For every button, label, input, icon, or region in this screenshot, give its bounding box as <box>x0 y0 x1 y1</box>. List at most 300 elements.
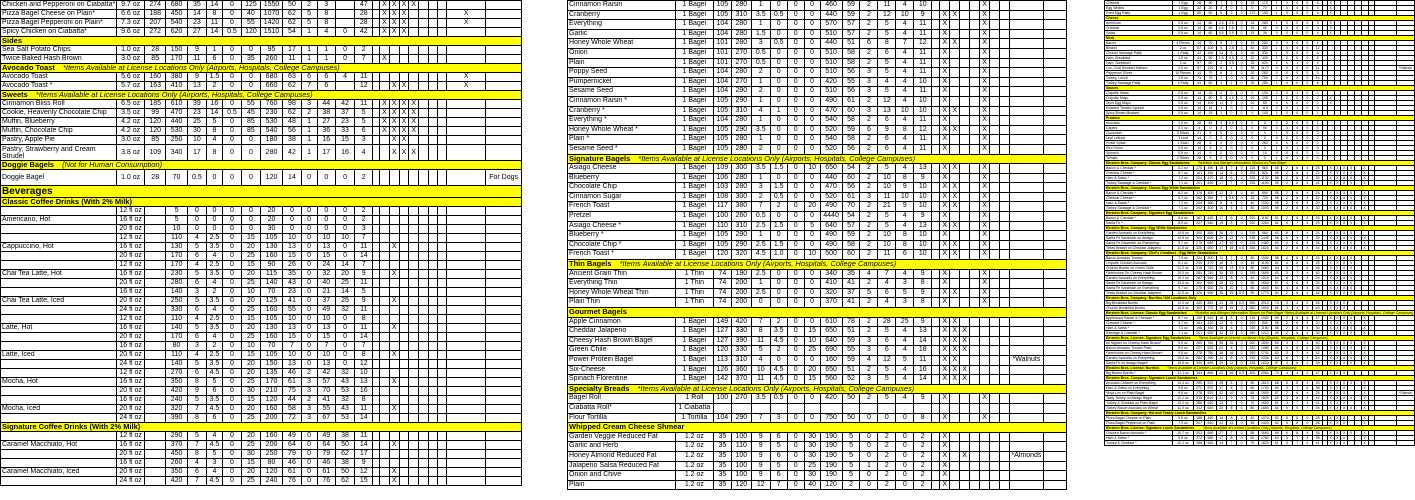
value-cell: 85 <box>1247 431 1258 436</box>
item-name-cell: Garden Avocado on Everything <box>1105 276 1173 281</box>
value-cell: 6 <box>1282 381 1292 386</box>
value-cell: 0 <box>1302 46 1312 51</box>
value-cell: X <box>1348 201 1355 206</box>
value-cell: 6 <box>878 144 896 154</box>
value-cell <box>970 1 980 11</box>
value-cell: 1010 <box>1258 276 1272 281</box>
value-cell <box>380 279 390 288</box>
value-cell: 0 <box>1226 151 1236 156</box>
value-cell <box>447 468 486 477</box>
value-cell <box>145 288 166 297</box>
section-note: *Items Available at License Locations Only (Airports, Hospitals, College Campuses) <box>619 259 897 269</box>
value-cell: 680 <box>166 1 187 10</box>
value-cell: 286 <box>1193 441 1204 446</box>
value-cell: 1 Roll <box>675 394 713 404</box>
value-cell: 8.1 oz <box>1173 261 1194 266</box>
value-cell: 0 <box>1237 286 1247 291</box>
value-cell <box>389 46 399 55</box>
value-cell: 0 <box>1258 131 1272 136</box>
value-cell: 10 <box>242 342 261 351</box>
value-cell: 450 <box>166 10 187 19</box>
value-cell: X <box>1334 371 1341 376</box>
value-cell: 0 <box>804 1 820 11</box>
value-cell <box>373 82 380 91</box>
section-label: Einstein Bros. License: Burritos <box>1106 366 1160 370</box>
value-cell: X <box>1334 171 1341 176</box>
value-cell: 0 <box>1292 96 1302 101</box>
value-cell <box>970 58 980 68</box>
value-cell: 0 <box>301 297 317 306</box>
value-cell: 4 <box>896 164 914 174</box>
value-cell: 5.7 oz <box>117 82 145 91</box>
value-cell: 1690 <box>1258 271 1272 276</box>
value-cell <box>447 252 486 261</box>
value-cell <box>1000 250 1010 260</box>
item-name-cell: Honey Almond Reduced Fat <box>568 451 676 461</box>
value-cell: X <box>1327 441 1334 446</box>
value-cell: 2 <box>770 346 787 356</box>
value-cell: 105 <box>713 1 731 11</box>
value-cell <box>145 279 166 288</box>
value-cell: 8 <box>1226 406 1236 411</box>
value-cell <box>1043 480 1066 490</box>
value-cell: 25 <box>242 306 261 315</box>
value-cell <box>751 403 770 413</box>
value-cell: 0.5 <box>1226 56 1236 61</box>
value-cell: 190 <box>820 432 842 442</box>
value-cell: 16 fl oz <box>117 216 145 225</box>
value-cell: 6 <box>1292 196 1302 201</box>
value-cell: 4 <box>1216 121 1226 126</box>
table-row <box>1 73 522 82</box>
value-cell: 20 <box>260 207 283 216</box>
value-cell: X <box>950 375 960 385</box>
value-cell: 4 <box>1302 286 1312 291</box>
value-cell: 60 <box>1247 386 1258 391</box>
value-cell: X <box>1341 321 1348 326</box>
value-cell: 420 <box>820 77 842 87</box>
value-cell: 180 <box>260 136 283 145</box>
value-cell: 7.3 oz <box>1173 421 1194 426</box>
value-cell: 0 <box>1237 26 1247 31</box>
value-cell <box>389 450 399 459</box>
value-cell: 4 <box>1302 386 1312 391</box>
item-name-cell: Garlic <box>568 29 676 39</box>
value-cell: 24 <box>1312 231 1322 236</box>
value-cell <box>380 270 390 279</box>
value-cell <box>1043 269 1066 279</box>
value-cell: 20 <box>242 243 261 252</box>
value-cell: 540 <box>820 116 842 126</box>
value-cell <box>437 145 446 161</box>
item-name-cell: Chipotle Salsa <box>1105 91 1173 96</box>
value-cell: 8 <box>1282 276 1292 281</box>
value-cell: 4 <box>896 135 914 145</box>
value-cell: 23 <box>1216 276 1226 281</box>
value-cell <box>486 73 522 82</box>
value-cell: 11 <box>355 100 373 109</box>
value-cell: 4 <box>1302 216 1312 221</box>
value-cell: 0 <box>804 77 820 87</box>
value-cell <box>145 342 166 351</box>
value-cell: 300 <box>1193 236 1204 241</box>
value-cell: 32 <box>1193 6 1204 11</box>
value-cell: 0 <box>787 269 804 279</box>
value-cell: 10 <box>751 365 770 375</box>
value-cell: 0.5 oz <box>1173 111 1194 116</box>
value-cell: X <box>399 118 409 127</box>
value-cell: 200 <box>260 414 283 423</box>
value-cell: X <box>950 336 960 346</box>
value-cell <box>399 225 409 234</box>
value-cell: 54 <box>1272 246 1282 251</box>
value-cell <box>145 297 166 306</box>
value-cell: 8 <box>1226 221 1236 226</box>
section-label: Signature Coffee Drinks (With 2% Milk) <box>2 422 141 431</box>
value-cell: 5.7 oz <box>1173 321 1194 326</box>
value-cell: 21 <box>1216 396 1226 401</box>
value-cell: 0 <box>860 471 878 481</box>
item-name-cell: Asiago Cheese * <box>568 221 676 231</box>
value-cell <box>428 306 437 315</box>
value-cell: 0 <box>1247 131 1258 136</box>
value-cell <box>380 315 390 324</box>
value-cell: 0 <box>787 240 804 250</box>
value-cell: 0 <box>317 207 335 216</box>
value-cell: X <box>1327 26 1334 31</box>
value-cell <box>932 298 940 308</box>
value-cell: 79 <box>283 450 301 459</box>
value-cell <box>380 252 390 261</box>
value-cell: X <box>950 240 960 250</box>
value-cell: 0 <box>1237 421 1247 426</box>
value-cell: 90 <box>1258 126 1272 131</box>
value-cell: 2 <box>301 109 317 118</box>
value-cell <box>990 279 1000 289</box>
value-cell <box>486 261 522 270</box>
value-cell: 11 <box>355 405 373 414</box>
value-cell <box>389 225 399 234</box>
table-row <box>568 394 1067 404</box>
value-cell: X <box>1341 196 1348 201</box>
value-cell: 62 <box>1272 396 1282 401</box>
value-cell: 4 <box>207 252 223 261</box>
value-cell: X <box>1327 201 1334 206</box>
table-row <box>568 451 1067 461</box>
value-cell: X <box>960 346 970 356</box>
value-cell: 0 <box>860 432 878 442</box>
value-cell <box>419 28 428 37</box>
value-cell: 269 <box>1193 341 1204 346</box>
value-cell: 640 <box>1205 406 1216 411</box>
value-cell: 1 <box>751 135 770 145</box>
value-cell: 16 fl oz <box>117 324 145 333</box>
value-cell: 0 <box>804 116 820 126</box>
value-cell <box>447 136 486 145</box>
value-cell: X <box>950 39 960 49</box>
value-cell: 1900 <box>1258 306 1272 311</box>
value-cell: 670 <box>1205 381 1216 386</box>
value-cell <box>1009 20 1043 30</box>
value-cell: 5 <box>878 327 896 337</box>
table-row <box>568 442 1067 452</box>
value-cell: X <box>1341 276 1348 281</box>
value-cell: X <box>980 116 990 126</box>
table-row <box>568 68 1067 78</box>
value-cell: 6 <box>878 346 896 356</box>
value-cell <box>1009 202 1043 212</box>
table-row <box>568 20 1067 30</box>
value-cell: X <box>1334 281 1341 286</box>
value-cell: 0 <box>1216 156 1226 161</box>
value-cell: 0 <box>770 48 787 58</box>
value-cell: 0 <box>335 243 354 252</box>
value-cell: X <box>1327 236 1334 241</box>
value-cell: 1770 <box>1258 291 1272 296</box>
value-cell <box>419 270 428 279</box>
value-cell: 2 <box>1282 206 1292 211</box>
value-cell: 0 <box>1237 151 1247 156</box>
value-cell: 2 <box>914 442 932 452</box>
value-cell: 0 <box>1237 206 1247 211</box>
value-cell: 2 <box>860 327 878 337</box>
value-cell: 5 <box>860 288 878 298</box>
value-cell: 9.8 oz <box>1173 351 1194 356</box>
item-name-cell: Turkey Sausage & Cheddar * <box>1105 181 1173 186</box>
value-cell: 30 <box>804 442 820 452</box>
item-name-cell: Cheddar Cheese * <box>1105 321 1173 326</box>
value-cell: 25 <box>242 414 261 423</box>
value-cell: 7 <box>1226 181 1236 186</box>
value-cell: 0 <box>787 192 804 202</box>
value-cell: 3 <box>355 136 373 145</box>
value-cell: 0 <box>1237 316 1247 321</box>
value-cell: 104 <box>713 413 731 423</box>
value-cell: 8 <box>1226 356 1236 361</box>
value-cell <box>145 378 166 387</box>
value-cell <box>428 333 437 342</box>
value-cell: 1.2 oz <box>675 451 713 461</box>
value-cell: 1 <box>751 231 770 241</box>
value-cell: 4 <box>1302 176 1312 181</box>
value-cell: X <box>1348 166 1355 171</box>
value-cell: 0 <box>787 183 804 193</box>
value-cell: 1 Egg <box>1173 1 1194 6</box>
item-name-cell <box>1 450 117 459</box>
value-cell: 170 <box>166 55 187 64</box>
value-cell: 6 <box>1226 381 1236 386</box>
value-cell: 0 <box>804 183 820 193</box>
value-cell: 4 <box>1292 301 1302 306</box>
value-cell: 14 <box>207 1 223 10</box>
value-cell: 70 <box>166 170 187 186</box>
value-cell: 0 <box>242 73 261 82</box>
value-cell: X <box>960 327 970 337</box>
table-row <box>1 378 522 387</box>
value-cell: 0 <box>1302 111 1312 116</box>
value-cell <box>1000 106 1010 116</box>
item-name-cell: Plain Thin <box>568 298 676 308</box>
value-cell: 6 <box>207 55 223 64</box>
value-cell: 320 <box>820 288 842 298</box>
value-cell: 62 <box>1272 221 1282 226</box>
value-cell: 6 <box>1216 71 1226 76</box>
value-cell: X <box>1341 216 1348 221</box>
category-header <box>1 186 522 198</box>
value-cell: 2 <box>860 58 878 68</box>
value-cell: X <box>399 28 409 37</box>
value-cell <box>1000 87 1010 97</box>
value-cell: 340 <box>166 145 187 161</box>
value-cell <box>960 432 970 442</box>
value-cell <box>1000 471 1010 481</box>
value-cell <box>437 306 446 315</box>
value-cell: 1510 <box>260 28 283 37</box>
value-cell: 0 <box>283 216 301 225</box>
item-name-cell: Bacon & Cheddar * <box>1105 216 1173 221</box>
value-cell: 2 <box>860 394 878 404</box>
value-cell <box>380 450 390 459</box>
value-cell: 49 <box>317 432 335 441</box>
value-cell: X <box>389 82 399 91</box>
value-cell: 1 Bagel <box>675 1 713 11</box>
value-cell: 0 <box>770 20 787 30</box>
table-row <box>568 192 1067 202</box>
value-cell: 0 <box>301 225 317 234</box>
value-cell <box>486 288 522 297</box>
value-cell: 1 <box>301 46 317 55</box>
value-cell: 68 <box>1272 381 1282 386</box>
value-cell <box>399 396 409 405</box>
value-cell <box>1043 346 1066 356</box>
value-cell: 0 <box>1312 91 1322 96</box>
value-cell <box>373 414 380 423</box>
value-cell: 5 <box>896 288 914 298</box>
value-cell <box>970 336 980 346</box>
value-cell <box>1000 125 1010 135</box>
value-cell: 530 <box>260 118 283 127</box>
item-name-cell: Pretzel <box>568 212 676 222</box>
value-cell: 1 <box>770 106 787 116</box>
value-cell: 62 <box>335 477 354 486</box>
value-cell: 4 <box>335 73 354 82</box>
value-cell: 2 <box>1282 166 1292 171</box>
value-cell <box>950 1 960 11</box>
value-cell: 27 <box>1216 431 1226 436</box>
value-cell: 35 <box>713 432 731 442</box>
item-name-cell: American <box>1105 21 1173 26</box>
value-cell: 6.6 oz <box>1173 216 1194 221</box>
value-cell: 1210 <box>1258 331 1272 336</box>
value-cell: 1 Bagel <box>675 183 713 193</box>
value-cell: 4 <box>187 315 206 324</box>
value-cell: 45 <box>1312 431 1322 436</box>
value-cell: X <box>940 20 950 30</box>
value-cell <box>380 73 390 82</box>
value-cell <box>1009 288 1043 298</box>
value-cell: X <box>1341 396 1348 401</box>
value-cell <box>486 145 522 161</box>
value-cell <box>399 170 409 186</box>
value-cell: 58 <box>842 116 860 126</box>
value-cell: X <box>1341 181 1348 186</box>
value-cell <box>1043 365 1066 375</box>
value-cell: X <box>1334 191 1341 196</box>
value-cell: 0 <box>1312 106 1322 111</box>
value-cell: 260 <box>1258 141 1272 146</box>
value-cell: 30 <box>1247 76 1258 81</box>
value-cell: 0 <box>1302 146 1312 151</box>
value-cell: 5 <box>1312 1 1322 6</box>
item-name-cell: Cheddar Cheese * <box>1105 171 1173 176</box>
value-cell: 35 <box>842 269 860 279</box>
value-cell: X <box>1341 246 1348 251</box>
value-cell <box>970 192 980 202</box>
value-cell: 680 <box>260 73 283 82</box>
value-cell: 3.5 <box>770 327 787 337</box>
item-name-cell: Pastry, Apple Pie <box>1 136 117 145</box>
value-cell: 5 <box>896 355 914 365</box>
value-cell: X <box>1341 356 1348 361</box>
value-cell: 24 fl oz <box>117 414 145 423</box>
item-name-cell: Cinnamon Bliss Roll <box>1 100 117 109</box>
value-cell: X <box>389 297 399 306</box>
value-cell <box>990 365 1000 375</box>
value-cell: 8 <box>1216 66 1226 71</box>
value-cell: X <box>1327 166 1334 171</box>
value-cell: 170 <box>1247 11 1258 16</box>
value-cell <box>380 297 390 306</box>
value-cell: 10.1 oz <box>1173 401 1194 406</box>
value-cell <box>428 127 437 136</box>
value-cell: 7 <box>355 342 373 351</box>
value-cell: 4 <box>896 1 914 11</box>
value-cell: 200 <box>1247 321 1258 326</box>
value-cell <box>486 28 522 37</box>
value-cell: 9.6 oz <box>1173 436 1194 441</box>
table-row <box>1 100 522 109</box>
value-cell <box>409 170 419 186</box>
value-cell: 27 <box>1312 316 1322 321</box>
value-cell: 5 <box>301 19 317 28</box>
value-cell: 3 <box>317 1 335 10</box>
value-cell: 62 <box>335 450 354 459</box>
value-cell: 40 <box>1312 306 1322 311</box>
value-cell: 14 <box>355 414 373 423</box>
value-cell: 6 <box>1226 321 1236 326</box>
value-cell: 7 <box>1226 441 1236 446</box>
value-cell: 0 <box>222 145 241 161</box>
item-name-cell: Latte, Hot <box>1 324 117 333</box>
value-cell <box>419 234 428 243</box>
value-cell <box>1043 87 1066 97</box>
value-cell: 230 <box>1193 261 1204 266</box>
item-name-cell: Garden Veggie Reduced Fat <box>568 432 676 442</box>
value-cell: 2 <box>770 202 787 212</box>
value-cell: 41 <box>842 298 860 308</box>
value-cell <box>380 414 390 423</box>
item-name-cell: Bagel Roll <box>568 394 676 404</box>
value-cell <box>1043 279 1066 289</box>
value-cell: 25 <box>1312 261 1322 266</box>
value-cell: 0 <box>1272 26 1282 31</box>
value-cell <box>970 413 980 423</box>
value-cell: 1 Bagel <box>675 135 713 145</box>
item-name-cell: Farmhouse on Cheesy Hash Brown* <box>1105 351 1173 356</box>
value-cell: 7 <box>187 477 206 486</box>
value-cell: 3 <box>187 288 206 297</box>
value-cell: 0 <box>335 170 354 186</box>
